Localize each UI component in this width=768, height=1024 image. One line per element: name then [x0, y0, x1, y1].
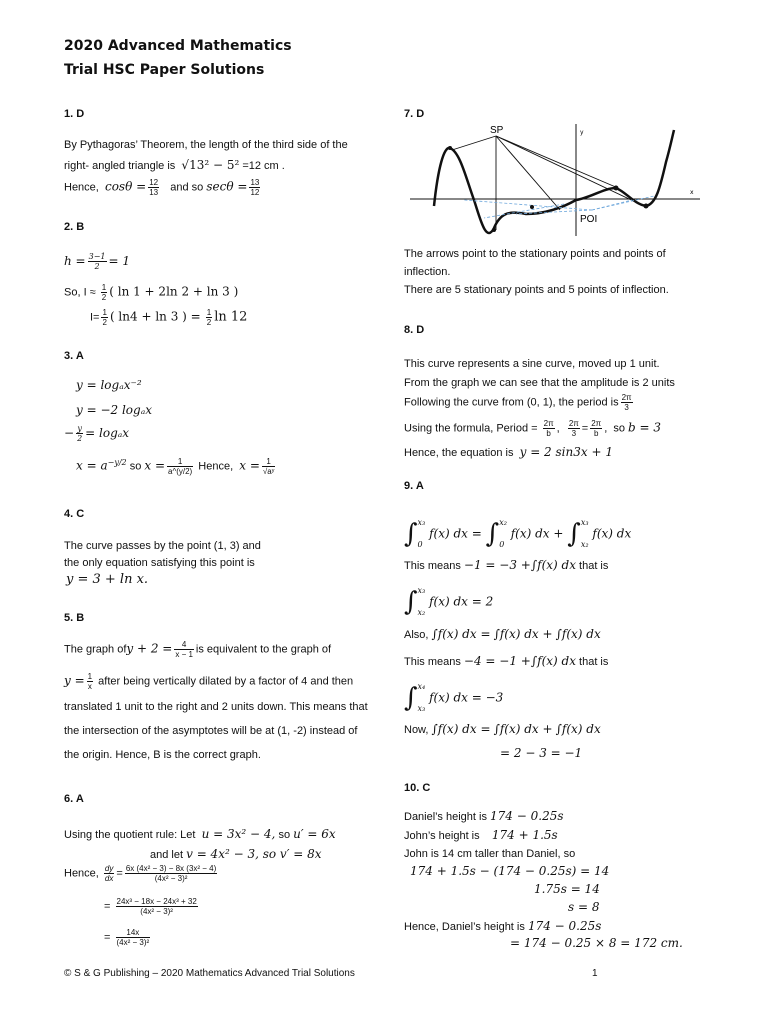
q5-line5: the origin. Hence, B is the correct graph. — [64, 749, 261, 761]
q5-line3: translated 1 unit to the right and 2 units down. This means that — [64, 701, 368, 713]
page-subtitle: Trial HSC Paper Solutions — [64, 62, 265, 78]
q1-line1: By Pythagoras’ Theorem, the length of the third side of the — [64, 139, 348, 151]
q4-line1: The curve passes by the point (1, 3) and — [64, 540, 261, 552]
page-title: 2020 Advanced Mathematics — [64, 38, 292, 54]
q9-line1: ∫ x₃ 0 f(x) dx = ∫ x₂ 0 f(x) dx + ∫ x₃ x₂ f(x) dx — [404, 518, 632, 549]
q1-heading: 1. D — [64, 108, 85, 120]
q7-line2: inflection. — [404, 266, 451, 278]
q10-line3: John is 14 cm taller than Daniel, so — [404, 848, 576, 860]
q4-line2: the only equation satisfying this point is — [64, 557, 255, 569]
y-axis-label: y — [580, 129, 584, 136]
q5-heading: 5. B — [64, 612, 85, 624]
q10-line8: = 174 − 0.25 × 8 = 172 cm. — [510, 936, 683, 950]
q10-line2: John’s height is 174 + 1.5s — [404, 828, 558, 842]
q3-line2: y = −2 logₐx — [76, 403, 152, 417]
sp-label: SP — [490, 125, 504, 136]
q2-line2: So, I ≈ $\frac{1}{2}$ ( ln 1 + 2ln 2 + ln 3 ) — [64, 283, 239, 302]
q3-heading: 3. A — [64, 350, 84, 362]
q2-heading: 2. B — [64, 221, 85, 233]
q9-line5: This means −4 = −1 +∫f(x) dx that is — [404, 654, 609, 668]
q2-line1: h = $\frac{3-1}{2}$ = 1 — [64, 252, 131, 271]
q9-line8: = 2 − 3 = −1 — [500, 746, 583, 760]
q1-line3: Hence, cosθ = $\frac{12}{13}$ and so secθ = $\frac{13}{12}$ — [64, 178, 260, 197]
q2-line3: I= $\frac{1}{2}$ ( ln4 + ln 3 ) = $\frac{1}{2}$ ln 12 — [90, 308, 248, 327]
sp-arrows — [452, 136, 644, 230]
q10-line4: 174 + 1.5s − (174 − 0.25s) = 14 — [410, 864, 610, 878]
q8-line2: From the graph we can see that the amplitude is 2 units — [404, 377, 675, 389]
q7-line1: The arrows point to the stationary points and points of — [404, 248, 666, 260]
q3-line1: y = logₐx⁻² — [76, 378, 142, 392]
q10-line5: 1.75s = 14 — [534, 882, 600, 896]
q7-line3: There are 5 stationary points and 5 points of inflection. — [404, 284, 669, 296]
page-number: 1 — [592, 968, 598, 979]
q6-line1: Using the quotient rule: Let u = 3x² − 4, so u′ = 6x — [64, 827, 336, 841]
q9-line2: This means −1 = −3 +∫f(x) dx that is — [404, 558, 609, 572]
q3-line3: − $\frac{y}{2}$ = logₐx — [64, 424, 130, 443]
q6-line3: Hence, $\frac{dy}{dx}$ = $\frac{\text{6x (4x² − 3) − 8x (3x² − 4)}}{\text{(4x² − 3)²}}$ — [64, 864, 217, 883]
q6-line4: = $\frac{\text{24x³ − 18x − 24x³ + 32}}{\text{(4x² − 3)²}}$ — [104, 897, 197, 916]
q10-line1: Daniel’s height is 174 − 0.25s — [404, 809, 564, 823]
q10-line6: s = 8 — [568, 900, 600, 914]
q6-line2: and let v = 4x² − 3, so v′ = 8x — [150, 847, 322, 861]
curve — [434, 130, 674, 233]
q9-line6: ∫ x₄ x₃ f(x) dx = −3 — [404, 682, 504, 713]
q3-line4: $x = a^{-y/2}$ so x = $\frac{1}{a\^{}(y/2)}$ Hence, x = $\frac{1}{\text{√aʸ}}$ — [76, 457, 275, 477]
q8-line1: This curve represents a sine curve, moved up 1 unit. — [404, 358, 660, 370]
q5-line1: The graph ofy + 2 = $\frac{4}{x - 1}$ is equivalent to the graph of — [64, 640, 332, 659]
q6-heading: 6. A — [64, 793, 84, 805]
q4-heading: 4. C — [64, 508, 85, 520]
q4-line3: y = 3 + ln x. — [66, 572, 149, 587]
q8-line5: Hence, the equation is y = 2 sin3x + 1 — [404, 445, 613, 459]
q8-heading: 8. D — [404, 324, 425, 336]
q9-line7: Now, ∫f(x) dx = ∫f(x) dx + ∫f(x) dx — [404, 722, 601, 736]
q9-heading: 9. A — [404, 480, 424, 492]
footer-text: © S & G Publishing – 2020 Mathematics Advanced Trial Solutions — [64, 968, 355, 979]
q8-line3: Following the curve from (0, 1), the period is $\frac{2\pi}{3}$ — [404, 393, 632, 412]
q5-line2: y = $\frac{1}{x}$ after being vertically dilated by a factor of 4 and then — [64, 672, 354, 691]
q8-line4: Using the formula, Period = $\frac{2\pi}{b}$ , $\frac{2\pi}{3}$ = $\frac{2\pi}{b}$ , so b = 3 — [404, 419, 662, 438]
q9-line3: ∫ x₃ x₂ f(x) dx = 2 — [404, 586, 494, 617]
q6-line5: = $\frac{14x}{\text{(4x² − 3)²}}$ — [104, 928, 150, 947]
q10-heading: 10. C — [404, 782, 431, 794]
q9-line4: Also, ∫f(x) dx = ∫f(x) dx + ∫f(x) dx — [404, 627, 601, 641]
poi-label: POI — [580, 214, 598, 225]
q1-line2: right- angled triangle is √13² − 5² =12 cm . — [64, 158, 285, 172]
q7-graph — [404, 118, 704, 238]
q10-line7: Hence, Daniel’s height is 174 − 0.25s — [404, 919, 602, 933]
q7-heading: 7. D — [404, 108, 425, 120]
q5-line4: the intersection of the asymptotes will be at (1, -2) instead of — [64, 725, 358, 737]
x-axis-label: x — [690, 189, 694, 196]
